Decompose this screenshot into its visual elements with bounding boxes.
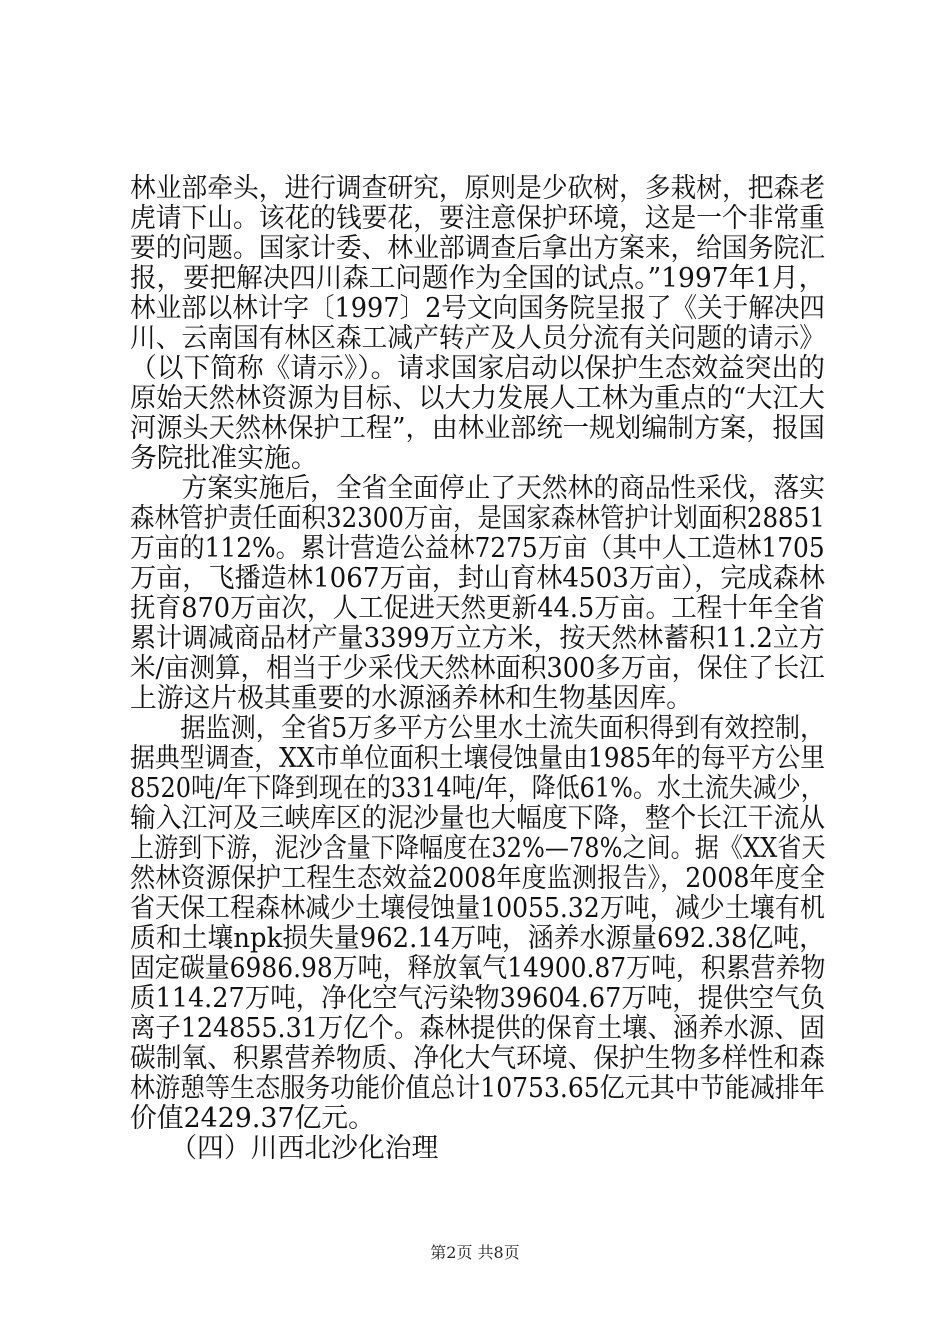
text-line: 上游到下游，泥沙含量下降幅度在32%—78%之间。据《XX省天 (130, 833, 826, 864)
text-line: 务院批准实施。 (130, 443, 318, 474)
text-line: 林业部牵头，进行调查研究，原则是少砍树，多栽树，把森老 (130, 173, 825, 204)
text-line: 上游这片极其重要的水源涵养林和生物基因库。 (130, 683, 693, 714)
text-line: 万亩，飞播造林1067万亩，封山育林4503万亩），完成森林 (130, 563, 825, 594)
text-line: 省天保工程森林减少土壤侵蚀量10055.32万吨，减少土壤有机 (130, 893, 825, 924)
text-line: 据监测，全省5万多平方公里水土流失面积得到有效控制， (130, 713, 826, 744)
text-line: 离子124855.31万亿个。森林提供的保育土壤、涵养水源、固 (130, 1013, 826, 1044)
page-number: 第2页 共8页 (430, 1243, 520, 1262)
text-line: 然林资源保护工程生态效益2008年度监测报告》，2008年度全 (130, 863, 825, 894)
text-line: 价值2429.37亿元。 (130, 1103, 375, 1134)
text-line: 报，要把解决四川森工问题作为全国的试点。”1997年1月， (130, 263, 826, 294)
text-line: 输入江河及三峡库区的泥沙量也大幅度下降，整个长江干流从 (130, 803, 825, 834)
text-line: 林游憩等生态服务功能价值总计10753.65亿元其中节能减排年 (130, 1073, 825, 1104)
text-line: 川、云南国有林区森工减产转产及人员分流有关问题的请示》 (130, 323, 825, 354)
text-line: 抚育870万亩次，人工促进天然更新44.5万亩。工程十年全省 (130, 593, 825, 624)
text-line: 方案实施后，全省全面停止了天然林的商品性采伐，落实 (130, 473, 825, 504)
text-line: 原始天然林资源为目标、以大力发展人工林为重点的“大江大 (130, 383, 825, 414)
text-line: 8520吨/年下降到现在的3314吨/年，降低61%。水土流失减少， (130, 773, 825, 804)
text-line: 质和土壤npk损失量962.14万吨，涵养水源量692.38亿吨， (130, 923, 825, 954)
text-line: 虎请下山。该花的钱要花，要注意保护环境，这是一个非常重 (130, 203, 825, 234)
text-line: 质114.27万吨，净化空气污染物39604.67万吨，提供空气负 (130, 983, 826, 1014)
text-line: 森林管护责任面积32300万亩，是国家森林管护计划面积28851 (130, 503, 825, 534)
text-line: 河源头天然林保护工程”，由林业部统一规划编制方案，报国 (130, 413, 825, 444)
text-line: 林业部以林计字〔1997〕2号文向国务院呈报了《关于解决四 (130, 293, 825, 324)
section-heading: （四）川西北沙化治理 (130, 1133, 439, 1164)
text-line: 要的问题。国家计委、林业部调查后拿出方案来，给国务院汇 (130, 233, 825, 264)
text-line: （以下简称《请示》）。请求国家启动以保护生态效益突出的 (130, 353, 825, 384)
text-line: 据典型调查，XX市单位面积土壤侵蚀量由1985年的每平方公里 (130, 743, 826, 774)
text-line: 累计调减商品材产量3399万立方米，按天然林蓄积11.2立方 (130, 623, 825, 654)
text-line: 碳制氧、积累营养物质、净化大气环境、保护生物多样性和森 (130, 1043, 825, 1074)
text-line: 万亩的112%。累计营造公益林7275万亩（其中人工造林1705 (130, 533, 825, 564)
text-line: 固定碳量6986.98万吨，释放氧气14900.87万吨，积累营养物 (130, 953, 826, 984)
text-line: 米/亩测算，相当于少采伐天然林面积300多万亩，保住了长江 (130, 653, 825, 684)
